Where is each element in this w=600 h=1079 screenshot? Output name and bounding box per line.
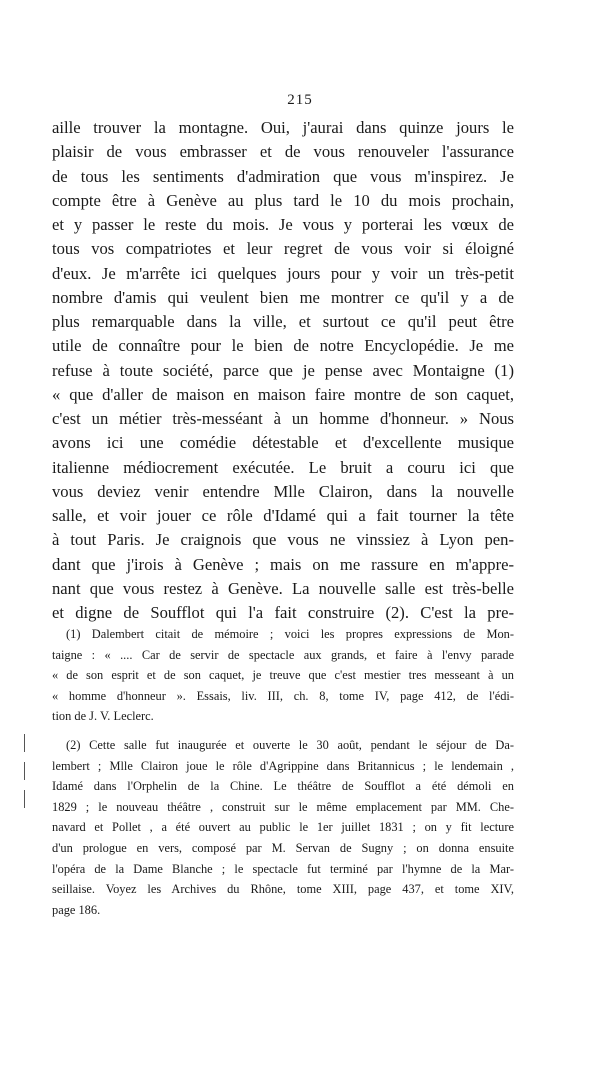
text-line: vous deviez venir entendre Mlle Clairon, dans la nouvelle [52,481,514,501]
footnote-line: taigne : « .... Car de servir de spectacle aux grands, et faire à l'envy parade [52,647,514,662]
footnote-line: d'un prologue en vers, composé par M. Servan de Sugny ; on donna ensuite [52,840,514,855]
text-line: à tout Paris. Je craignois que vous ne vinssiez à Lyon pen- [52,530,514,550]
margin-mark [24,762,25,780]
text-line: de tous les sentiments d'admiration que vous m'inspirez. Je [52,166,514,186]
margin-mark [24,790,25,808]
text-line: et y passer le reste du mois. Je vous y porterai les vœux de [52,215,514,234]
text-line: compte être à Genève au plus tard le 10 du mois prochain, [52,190,514,210]
footnote-line: lembert ; Mlle Clairon joue le rôle d'Agrippine dans Britannicus ; le lendemain , [52,758,514,773]
footnote-line: (2) Cette salle fut inaugurée et ouverte le 30 août, pendant le séjour de Da- [66,737,514,752]
text-line: et digne de Soufflot qui l'a fait construire (2). C'est la pre- [52,603,514,622]
text-line: salle, et voir jouer ce rôle d'Idamé qui a fait tourner la tête [52,506,514,525]
footnote-line: tion de J. V. Leclerc. [52,709,154,724]
footnote-line: (1) Dalembert citait de mémoire ; voici les propres expressions de Mon- [66,627,514,641]
footnote-line: page 186. [52,902,101,917]
text-line: plus remarquable dans la ville, et surtout ce qu'il peut être [52,312,514,331]
text-line: dant que j'irois à Genève ; mais on me rassure en m'appre- [52,554,514,574]
text-line: nombre d'amis qui veulent bien me montrer ce qu'il y a de [52,287,514,307]
text-line: refuse à toute société, parce que je pense avec Montaigne (1) [52,360,514,380]
footnote-2 [52,735,514,920]
text-line: d'eux. Je m'arrête ici quelques jours pour y voir un très-petit [52,263,514,283]
main-text [52,116,514,625]
footnote-1 [52,624,514,727]
page-number: 215 [287,92,313,108]
margin-mark [24,734,25,752]
footnote-line: « homme d'honneur ». Essais, liv. III, ch. 8, tome IV, page 412, de l'édi- [52,688,514,703]
footnote-line: 1829 ; le nouveau théâtre , construit sur le même emplacement par MM. Che- [52,799,514,814]
text-line: italienne médiocrement exécutée. Le bruit a couru ici que [52,457,514,477]
text-line: utile de connaître pour le bien de notre Encyclopédie. Je me [52,336,514,356]
text-line: nant que vous restez à Genève. La nouvelle salle est très-belle [52,578,514,598]
text-line: avons ici une comédie détestable et d'excellente musique [52,433,514,453]
footnote-line: seillaise. Voyez les Archives du Rhône, tome XIII, page 437, et tome XIV, [52,882,514,897]
text-line: plaisir de vous embrasser et de vous renouveler l'assurance [52,142,514,162]
text-line: c'est un métier très-messéant à un homme d'honneur. » Nous [52,409,514,428]
text-line: aille trouver la montagne. Oui, j'aurai dans quinze jours le [52,118,514,137]
footnote-line: l'opéra de la Dame Blanche ; le spectacle fut terminé par l'hymne de la Mar- [52,861,514,876]
footnote-line: navard et Pollet , a été ouvert au public le 1er juillet 1831 ; on y fit lecture [52,820,514,835]
footnote-line: « de son esprit et de son caquet, je treuve que c'est mestier tres messeant à un [52,668,514,683]
text-line: tous vos compatriotes et leur regret de vous voir si éloigné [52,239,514,259]
text-line: « que d'aller de maison en maison faire montre de son caquet, [52,384,514,404]
footnote-line: Idamé dans l'Orphelin de la Chine. Le théâtre de Soufflot a été démoli en [52,779,514,794]
footnotes [52,624,514,928]
